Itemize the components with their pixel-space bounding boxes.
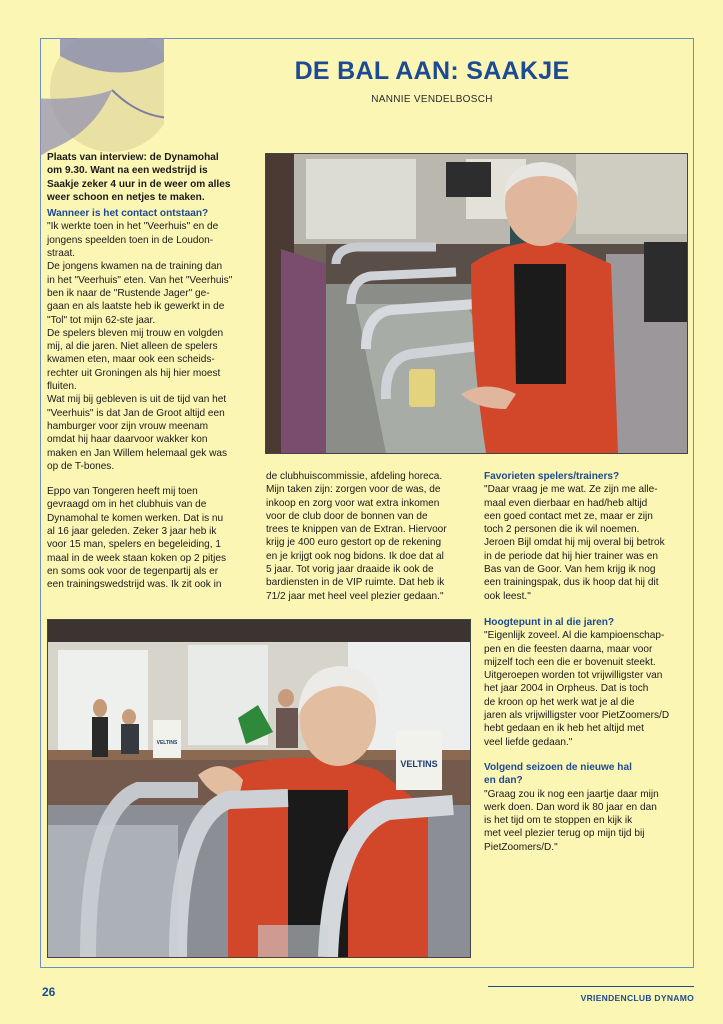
body-line: gevraagd om in het clubhuis van de bbox=[47, 499, 207, 511]
body-line: "Daar vraag je me wat. Ze zijn me alle- bbox=[484, 484, 658, 496]
veltins-sign-text: VELTINS bbox=[400, 759, 438, 769]
body-line: mij, al die jaren. Niet alleen de spelers bbox=[47, 341, 218, 353]
body-line: hebt gedaan en ik heb het altijd met bbox=[484, 723, 644, 735]
column-left bbox=[47, 151, 259, 592]
intro-line: weer schoon en netjes te maken. bbox=[47, 191, 205, 203]
intro-line: om 9.30. Want na een wedstrijd is bbox=[47, 165, 208, 177]
body-line: op de T-bones. bbox=[47, 460, 115, 472]
body-line: fluiten. bbox=[47, 381, 77, 393]
body-line: Dynamohal te komen werken. Dat is nu bbox=[47, 512, 224, 524]
body-line: gaan en als laatste heb ik gewerkt in de bbox=[47, 301, 225, 313]
photo-bar-taps bbox=[265, 153, 688, 454]
body-line: De jongens kwamen na de training dan bbox=[47, 261, 223, 273]
intro-line: Saakje zeker 4 uur in de weer om alles bbox=[47, 178, 231, 190]
body-line: "Eigenlijk zoveel. Al die kampioenschap- bbox=[484, 630, 665, 642]
body-line: pen en die feesten daarna, maar voor bbox=[484, 643, 653, 655]
body-line: 5 jaar. Tot vorig jaar draaide ik ook de bbox=[266, 564, 434, 576]
body-line: de clubhuiscommissie, afdeling horeca. bbox=[266, 471, 443, 482]
body-line: al 16 jaar geleden. Zeker 3 jaar heb ik bbox=[47, 526, 217, 538]
intro-line: Plaats van interview: de Dynamohal bbox=[47, 152, 219, 163]
veltins-sign-text: VELTINS bbox=[156, 740, 178, 746]
body-line: Uitgeroepen worden tot vrijwilligster van bbox=[484, 670, 663, 682]
body-line: een trainingspak, dus ik hoop dat hij dit bbox=[484, 577, 659, 589]
body-line: maal in de week staan koken op 2 pitjes bbox=[47, 552, 226, 564]
body-line: "Graag zou ik nog een jaartje daar mijn bbox=[484, 788, 659, 800]
body-line: een trainingswedstrijd was. Ik zit ook in bbox=[47, 579, 222, 591]
body-line: toch 2 personen die ik wil noemen. bbox=[484, 524, 640, 536]
photo-portrait-taps bbox=[47, 619, 471, 958]
body-line: hamburger voor zijn vrouw meenam bbox=[47, 420, 209, 432]
body-line: rechter uit Groningen als hij hier moest bbox=[47, 367, 221, 379]
body-line: en soms ook voor de tegenpartij als er bbox=[47, 565, 219, 577]
body-line: is het tijd om te stoppen en kijk ik bbox=[484, 815, 633, 827]
body-line: "Veerhuis" is dat Jan de Groot altijd een bbox=[47, 407, 225, 419]
body-line: Bas van de Goor. Van hem krijg ik nog bbox=[484, 564, 656, 576]
volleyball-graphic bbox=[40, 38, 164, 162]
article-author: NANNIE VENDELBOSCH bbox=[371, 94, 493, 105]
body-line: Eppo van Tongeren heeft mij toen bbox=[47, 486, 198, 498]
body-line: "Tol" tot mijn 62-ste jaar. bbox=[47, 314, 156, 326]
question-heading: Favorieten spelers/trainers? bbox=[484, 471, 620, 482]
body-line: voor 15 man, spelers en begeleiding, 1 bbox=[47, 539, 221, 551]
body-line: voor de club door de bonnen van de bbox=[266, 510, 428, 522]
body-line: omdat hij haar daarvoor wakker kon bbox=[47, 434, 208, 446]
question-heading: Wanneer is het contact ontstaan? bbox=[47, 208, 209, 220]
body-line: kwamen eten, maar ook een scheids- bbox=[47, 354, 215, 366]
body-line: Wat mij bij gebleven is uit de tijd van het bbox=[47, 394, 227, 406]
body-line: krijg je 400 euro gestort op de rekening bbox=[266, 537, 442, 549]
body-line: het jaar 2004 in Orpheus. Dat is toch bbox=[484, 683, 649, 695]
body-line: de kroon op het werk wat je al die bbox=[484, 696, 635, 708]
body-line: met veel plezier terug op mijn tijd bij bbox=[484, 828, 645, 840]
column-middle bbox=[266, 470, 478, 603]
body-line: trees te knippen van de Extran. Hiervoor bbox=[266, 524, 447, 536]
body-line: inkoop en zorg voor wat extra inkomen bbox=[266, 497, 440, 509]
body-line: bardiensten in de VIP ruimte. Dat heb ik bbox=[266, 577, 445, 589]
body-line: 71/2 jaar met heel veel plezier gedaan." bbox=[266, 590, 444, 602]
body-line: "Ik werkte toen in het "Veerhuis" en de bbox=[47, 221, 219, 233]
body-line: een goed contact met ze, maar er zijn bbox=[484, 510, 653, 522]
body-line: ook leest." bbox=[484, 590, 531, 602]
publication-name: VRIENDENCLUB DYNAMO bbox=[580, 993, 694, 1003]
body-line: jaren als vrijwilligster voor PietZoomers/D bbox=[484, 710, 670, 722]
body-line: veel liefde gedaan." bbox=[484, 736, 573, 748]
question-heading: Hoogtepunt in al die jaren? bbox=[484, 616, 615, 628]
body-line: straat. bbox=[47, 248, 76, 260]
article-title: DE BAL AAN: SAAKJE bbox=[294, 57, 570, 85]
column-right bbox=[484, 470, 690, 854]
body-line: Mijn taken zijn: zorgen voor de was, de bbox=[266, 484, 441, 496]
body-line: werk doen. Dan word ik 80 jaar en dan bbox=[484, 801, 657, 813]
page-number: 26 bbox=[42, 985, 56, 999]
footer-divider bbox=[488, 986, 694, 987]
body-line: PietZoomers/D." bbox=[484, 841, 558, 853]
body-line: mijzelf toch een die er bovenuit steekt. bbox=[484, 656, 656, 668]
question-heading: en dan? bbox=[484, 775, 523, 787]
body-line: in de periode dat hij hier trainer was en bbox=[484, 550, 658, 562]
body-line: maal even dierbaar en had/heb altijd bbox=[484, 497, 648, 509]
body-line: De spelers bleven mij trouw en volgden bbox=[47, 327, 224, 339]
body-line: en je krijgt ook nog bidons. Ik doe dat al bbox=[266, 550, 444, 562]
body-line: maken en Jan Willem helemaal gek was bbox=[47, 447, 228, 459]
body-line: jongens speelden toen in de Loudon- bbox=[47, 234, 214, 246]
body-line: in het "Veerhuis" eten. Van het "Veerhuis" bbox=[47, 274, 233, 286]
body-line: ben ik naar de "Rustende Jager" ge- bbox=[47, 287, 210, 299]
question-heading: Volgend seizoen de nieuwe hal bbox=[484, 761, 632, 773]
body-line: Jeroen Bijl omdat hij mij overal bij betrok bbox=[484, 537, 665, 549]
